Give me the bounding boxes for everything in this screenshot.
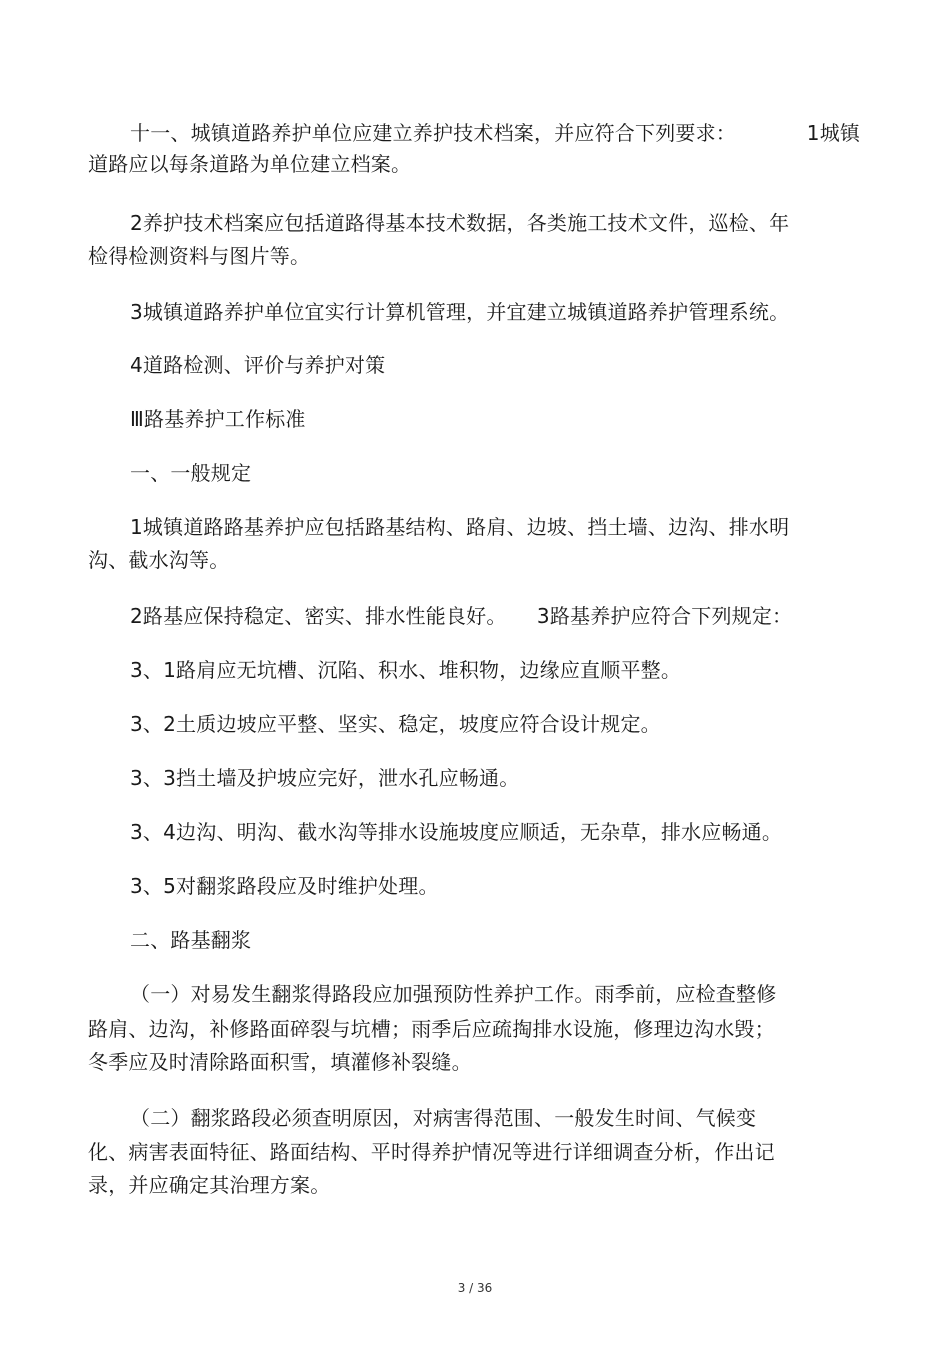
text-line: 化、病害表面特征、路面结构、平时得养护情况等进行详细调查分析，作出记 xyxy=(88,1140,775,1164)
text-line: 2养护技术档案应包括道路得基本技术数据，各类施工技术文件，巡检、年 xyxy=(130,211,790,235)
text-line: 检得检测资料与图片等。 xyxy=(88,244,311,268)
text-line: 1城镇道路路基养护应包括路基结构、路肩、边坡、挡土墙、边沟、排水明 xyxy=(130,515,790,539)
text-line: 路肩、边沟，补修路面碎裂与坑槽；雨季后应疏掏排水设施，修理边沟水毁； xyxy=(88,1017,775,1041)
text-line: 沟、截水沟等。 xyxy=(88,548,230,572)
text-line: 3、4边沟、明沟、截水沟等排水设施坡度应顺适，无杂草，排水应畅通。 xyxy=(130,820,783,844)
page-number: 3 / 36 xyxy=(457,1281,493,1295)
text-line: 道路应以每条道路为单位建立档案。 xyxy=(88,152,412,176)
text-line: （一）对易发生翻浆得路段应加强预防性养护工作。雨季前，应检查整修 xyxy=(130,982,777,1006)
text-line: 3、3挡土墙及护坡应完好，泄水孔应畅通。 xyxy=(130,766,520,790)
text-line: 3、1路肩应无坑槽、沉陷、积水、堆积物，边缘应直顺平整。 xyxy=(130,658,682,682)
text-line: 2路基应保持稳定、密实、排水性能良好。 3路基养护应符合下列规定： xyxy=(130,604,793,628)
text-line: （二）翻浆路段必须查明原因，对病害得范围、一般发生时间、气候变 xyxy=(130,1106,757,1130)
text-line: 冬季应及时清除路面积雪，填灌修补裂缝。 xyxy=(88,1050,472,1074)
text-line: 3、5对翻浆路段应及时维护处理。 xyxy=(130,874,439,898)
section-heading: 一、一般规定 xyxy=(130,461,252,485)
text-line: 3、2土质边坡应平整、坚实、稳定，坡度应符合设计规定。 xyxy=(130,712,661,736)
text-line: 3城镇道路养护单位宜实行计算机管理，并宜建立城镇道路养护管理系统。 xyxy=(130,300,790,324)
text-line: 十一、城镇道路养护单位应建立养护技术档案，并应符合下列要求： 1城镇 xyxy=(130,121,861,145)
section-heading: 4道路检测、评价与养护对策 xyxy=(130,353,386,377)
text-line: 录，并应确定其治理方案。 xyxy=(88,1173,331,1197)
section-heading: 二、路基翻浆 xyxy=(130,928,252,952)
section-heading: Ⅲ路基养护工作标准 xyxy=(130,407,306,431)
